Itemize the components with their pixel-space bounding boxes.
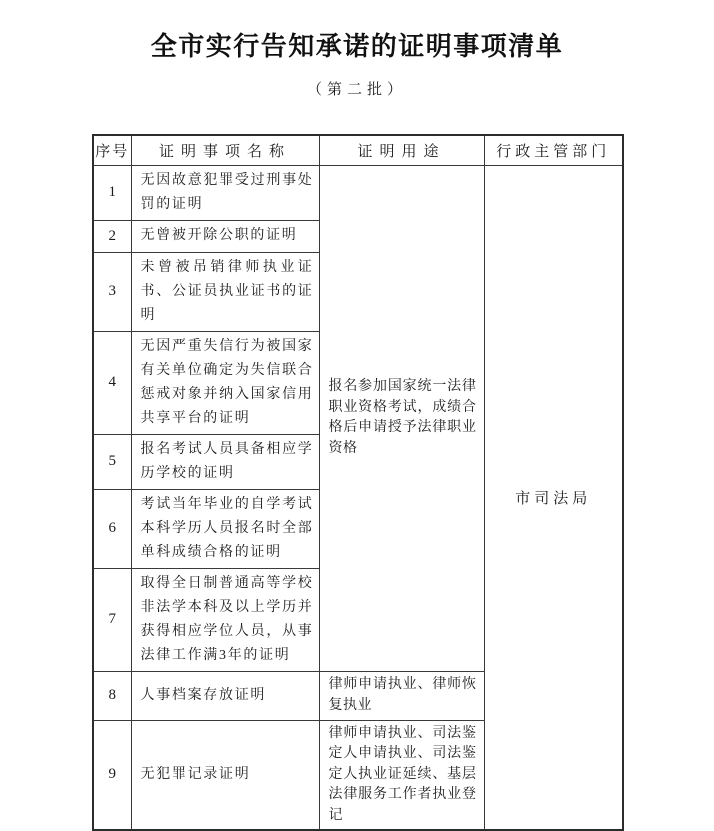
row-number: 4: [93, 331, 131, 434]
row-number: 8: [93, 671, 131, 720]
certificate-name: 无因严重失信行为被国家有关单位确定为失信联合惩戒对象并纳入国家信用共享平台的证明: [131, 331, 319, 434]
certificate-name: 未曾被吊销律师执业证书、公证员执业证书的证明: [131, 252, 319, 331]
certificate-name: 取得全日制普通高等学校非法学本科及以上学历并获得相应学位人员，从事法律工作满3年的证明: [131, 568, 319, 671]
certificate-name: 无因故意犯罪受过刑事处罚的证明: [131, 165, 319, 220]
header-cell-department: 行政主管部门: [484, 135, 623, 165]
row-number: 3: [93, 252, 131, 331]
row-number: 6: [93, 489, 131, 568]
certificate-name: 无曾被开除公职的证明: [131, 220, 319, 252]
certificate-name: 无犯罪记录证明: [131, 720, 319, 830]
department-cell: 市司法局: [484, 165, 623, 830]
row-number: 1: [93, 165, 131, 220]
certificate-name: 人事档案存放证明: [131, 671, 319, 720]
table-header-row: [93, 135, 623, 165]
certificate-purpose-merged: 报名参加国家统一法律职业资格考试，成绩合格后申请授予法律职业资格: [319, 165, 484, 671]
header-cell-name: 证明事项名称: [131, 135, 319, 165]
certificate-purpose: 律师申请执业、司法鉴定人申请执业、司法鉴定人执业证延续、基层法律服务工作者执业登记: [319, 720, 484, 830]
page-subtitle: （第二批）: [306, 82, 407, 98]
row-number: 7: [93, 568, 131, 671]
table-row: [93, 165, 623, 220]
certificates-table: [92, 134, 624, 831]
header-cell-purpose: 证明用途: [319, 135, 484, 165]
certificate-name: 报名考试人员具备相应学历学校的证明: [131, 434, 319, 489]
row-number: 9: [93, 720, 131, 830]
row-number: 5: [93, 434, 131, 489]
header-cell-no: 序号: [93, 135, 131, 165]
page-title: 全市实行告知承诺的证明事项清单: [150, 32, 564, 61]
certificate-purpose: 律师申请执业、律师恢复执业: [319, 671, 484, 720]
certificate-name: 考试当年毕业的自学考试本科学历人员报名时全部单科成绩合格的证明: [131, 489, 319, 568]
row-number: 2: [93, 220, 131, 252]
